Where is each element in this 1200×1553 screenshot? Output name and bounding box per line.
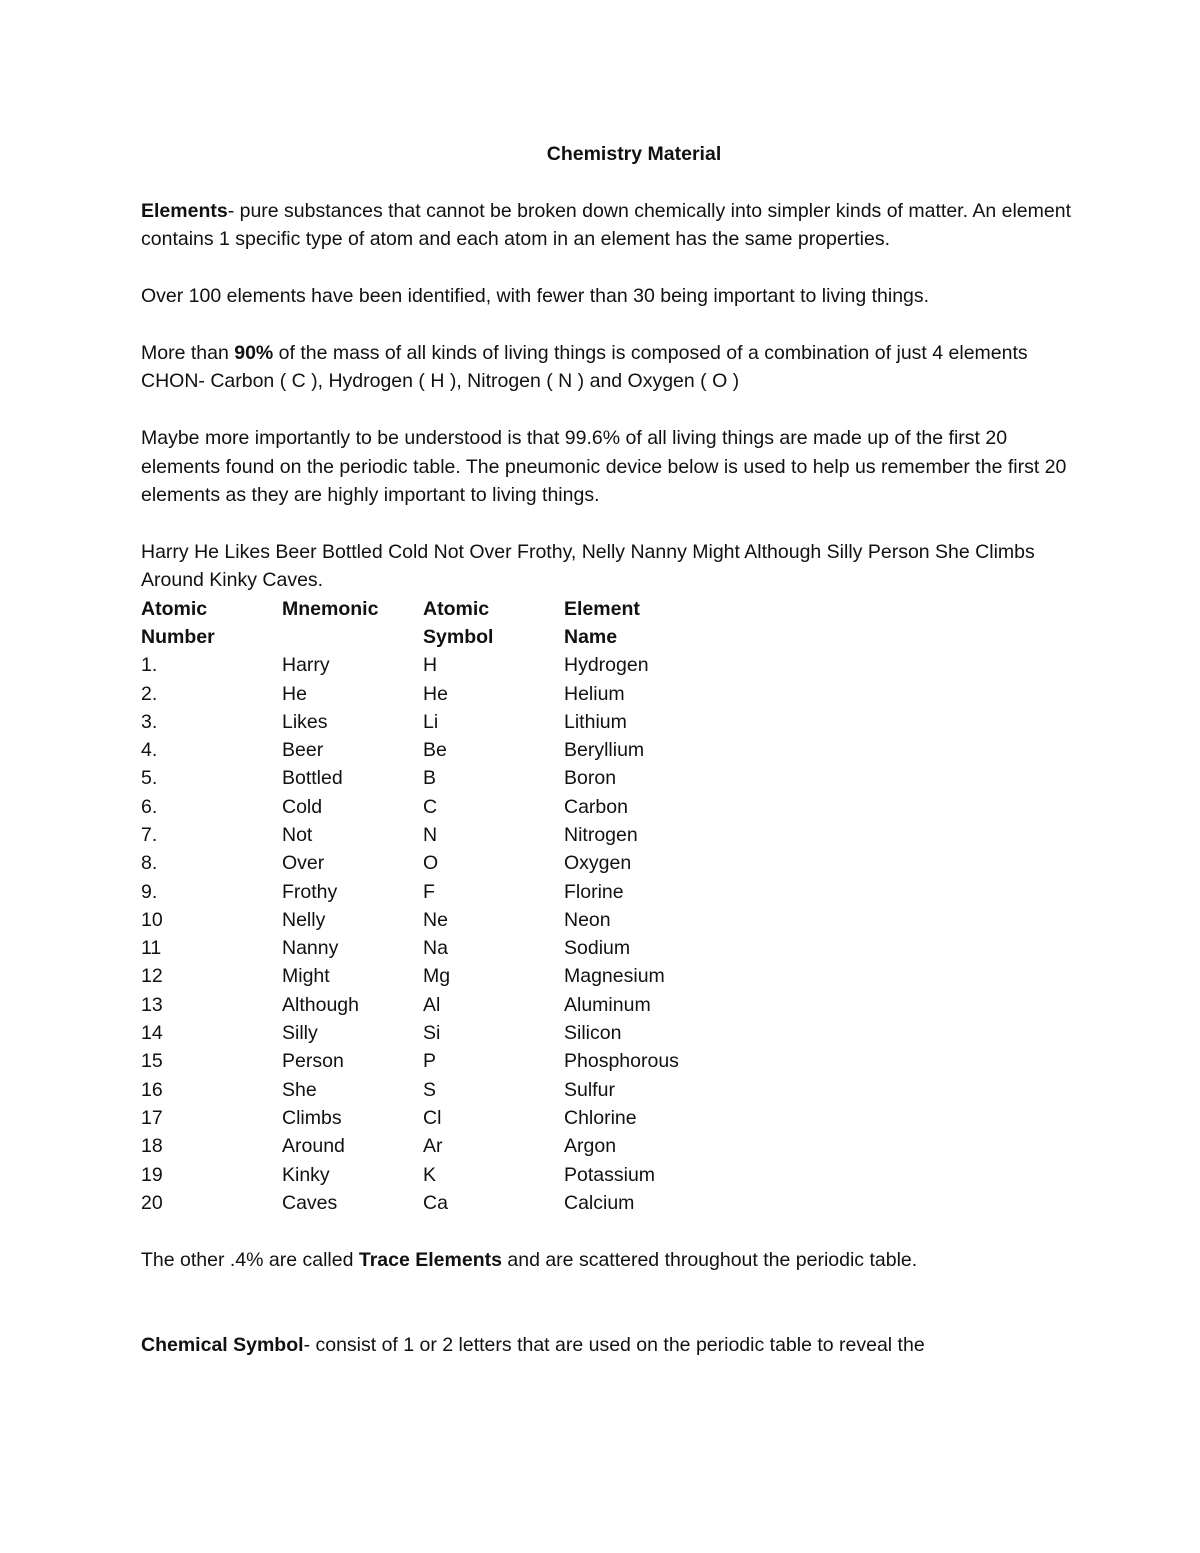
table-row xyxy=(141,1189,764,1217)
atomic-number-cell: 2. xyxy=(141,682,158,705)
mnemonic-word-cell: Harry xyxy=(282,654,330,677)
chon-percent: 90% xyxy=(234,342,274,364)
atomic-symbol-cell: Ar xyxy=(423,1135,443,1158)
element-name-cell: Hydrogen xyxy=(564,654,649,677)
atomic-number-cell: 10 xyxy=(141,908,163,931)
table-row xyxy=(141,764,764,792)
atomic-number-cell: 11 xyxy=(141,937,162,960)
table-row xyxy=(141,651,764,679)
atomic-number-cell: 13 xyxy=(141,993,163,1016)
table-row xyxy=(141,878,764,906)
mnemonic-word-cell: Person xyxy=(282,1050,344,1073)
mnemonic-word-cell: Likes xyxy=(282,710,328,733)
header-mnemonic: Mnemonic xyxy=(282,597,379,620)
atomic-symbol-cell: Li xyxy=(423,710,439,733)
atomic-symbol-cell: N xyxy=(423,824,438,846)
table-row xyxy=(141,906,764,934)
first-twenty-paragraph: Maybe more importantly to be understood is that 99.6% of all living things are made up of the first 20 elements found on the periodic table. The pneumonic device below is used to help us remember the first 20 elements as they are highly important to living things. xyxy=(141,427,1067,507)
header-atomic-symbol-line1: Atomic xyxy=(423,597,490,620)
atomic-symbol-cell: Mg xyxy=(423,965,451,988)
header-atomic-symbol-line2: Symbol xyxy=(423,625,494,648)
table-row xyxy=(141,680,764,708)
mnemonic-word-cell: Climbs xyxy=(282,1106,342,1129)
table-row xyxy=(141,1161,764,1189)
element-name-cell: Sodium xyxy=(564,937,631,960)
element-name-cell: Phosphorous xyxy=(564,1050,679,1073)
table-row xyxy=(141,1076,764,1104)
elements-term: Elements xyxy=(141,200,228,222)
mnemonic-word-cell: Cold xyxy=(282,795,323,818)
mnemonic-word-cell: Kinky xyxy=(282,1163,330,1186)
atomic-number-cell: 4. xyxy=(141,739,158,762)
mnemonic-word-cell: Might xyxy=(282,965,330,988)
header-atomic-number-line1: Atomic xyxy=(141,597,208,620)
atomic-symbol-cell: O xyxy=(423,852,439,875)
chemical-symbol-text: - consist of 1 or 2 letters that are used on the periodic table to reveal the xyxy=(303,1333,925,1356)
element-name-cell: Sulfur xyxy=(564,1078,615,1101)
element-name-cell: Oxygen xyxy=(564,852,632,875)
mnemonic-word-cell: Around xyxy=(282,1135,345,1158)
atomic-number-cell: 15 xyxy=(141,1050,163,1073)
element-name-cell: Aluminum xyxy=(564,993,651,1016)
element-name-cell: Calcium xyxy=(564,1191,635,1214)
atomic-symbol-cell: Ne xyxy=(423,908,448,931)
chon-text-before: More than xyxy=(141,342,235,364)
mnemonic-word-cell: Bottled xyxy=(282,767,343,790)
element-name-cell: Beryllium xyxy=(564,739,645,762)
element-name-cell: Argon xyxy=(564,1135,617,1158)
element-name-cell: Silicon xyxy=(564,1022,622,1045)
trace-elements-term: Trace Elements xyxy=(358,1248,502,1271)
header-element-name-line2: Name xyxy=(564,625,618,648)
atomic-number-cell: 5. xyxy=(141,767,158,790)
mnemonic-sentence: Harry He Likes Beer Bottled Cold Not Over Frothy, Nelly Nanny Might Although Silly Person She Climbs Around Kinky Caves. xyxy=(141,540,1035,592)
mnemonic-word-cell: Not xyxy=(282,824,313,846)
atomic-number-cell: 16 xyxy=(141,1078,163,1101)
elements-table xyxy=(141,595,764,1218)
element-name-cell: Helium xyxy=(564,682,625,705)
atomic-number-cell: 1. xyxy=(141,654,158,677)
mnemonic-word-cell: Beer xyxy=(282,739,324,762)
element-name-cell: Magnesium xyxy=(564,965,665,988)
atomic-number-cell: 17 xyxy=(141,1106,163,1129)
trace-text-after: and are scattered throughout the periodic table. xyxy=(501,1248,918,1271)
atomic-symbol-cell: Al xyxy=(423,993,441,1016)
table-row xyxy=(141,1047,764,1075)
atomic-symbol-cell: S xyxy=(423,1078,437,1101)
mnemonic-word-cell: Although xyxy=(282,993,359,1016)
element-name-cell: Lithium xyxy=(564,710,627,733)
atomic-symbol-cell: Si xyxy=(423,1022,441,1045)
table-row xyxy=(141,821,764,849)
atomic-number-cell: 3. xyxy=(141,710,158,733)
elements-definition xyxy=(141,197,1071,254)
header-atomic-number-line2: Number xyxy=(141,625,215,648)
atomic-symbol-cell: P xyxy=(423,1050,437,1073)
atomic-symbol-cell: H xyxy=(423,654,438,677)
atomic-number-cell: 7. xyxy=(141,824,158,846)
table-row xyxy=(141,991,764,1019)
trace-elements-paragraph xyxy=(141,1246,1071,1274)
atomic-number-cell: 8. xyxy=(141,852,158,875)
element-name-cell: Neon xyxy=(564,908,611,931)
chemical-symbol-term: Chemical Symbol xyxy=(141,1333,304,1356)
atomic-number-cell: 18 xyxy=(141,1135,163,1158)
trace-text-before: The other .4% are called xyxy=(141,1248,359,1271)
mnemonic-word-cell: Nanny xyxy=(282,937,339,960)
table-header-row-1 xyxy=(141,595,764,623)
header-mnemonic-line2 xyxy=(282,623,423,651)
atomic-number-cell: 12 xyxy=(141,965,163,988)
atomic-symbol-cell: K xyxy=(423,1163,437,1186)
atomic-symbol-cell: Ca xyxy=(423,1191,448,1214)
table-row xyxy=(141,736,764,764)
mnemonic-word-cell: Frothy xyxy=(282,880,338,903)
elements-text: - pure substances that cannot be broken down chemically into simpler kinds of matter. An element contains 1 specific type of atom and each atom in an element has the same properties. xyxy=(141,200,1071,251)
mnemonic-word-cell: She xyxy=(282,1078,317,1101)
atomic-symbol-cell: Be xyxy=(423,739,447,762)
table-row xyxy=(141,1132,764,1160)
element-name-cell: Chlorine xyxy=(564,1106,637,1129)
atomic-number-cell: 20 xyxy=(141,1191,163,1214)
header-element-name-line1: Element xyxy=(564,597,640,620)
mnemonic-word-cell: Nelly xyxy=(282,908,326,931)
table-row xyxy=(141,793,764,821)
element-name-cell: Potassium xyxy=(564,1163,656,1186)
chon-paragraph xyxy=(141,339,1071,396)
atomic-symbol-cell: B xyxy=(423,767,437,790)
element-name-cell: Florine xyxy=(564,880,624,903)
atomic-number-cell: 19 xyxy=(141,1163,163,1186)
elements-count-paragraph: Over 100 elements have been identified, with fewer than 30 being important to living things. xyxy=(141,285,930,308)
atomic-number-cell: 14 xyxy=(141,1022,163,1045)
table-row xyxy=(141,962,764,990)
atomic-symbol-cell: He xyxy=(423,682,448,705)
mnemonic-word-cell: He xyxy=(282,682,307,705)
atomic-symbol-cell: Na xyxy=(423,937,448,960)
table-row xyxy=(141,849,764,877)
document-page xyxy=(141,140,1071,1359)
element-name-cell: Boron xyxy=(564,767,617,790)
mnemonic-word-cell: Caves xyxy=(282,1191,338,1214)
table-row xyxy=(141,1019,764,1047)
atomic-number-cell: 9. xyxy=(141,880,158,903)
mnemonic-word-cell: Over xyxy=(282,852,325,875)
table-header-row-2 xyxy=(141,623,764,651)
table-body xyxy=(141,651,764,1217)
table-row xyxy=(141,934,764,962)
atomic-number-cell: 6. xyxy=(141,795,158,818)
table-row xyxy=(141,708,764,736)
table-row xyxy=(141,1104,764,1132)
mnemonic-word-cell: Silly xyxy=(282,1022,318,1045)
chon-text-after: of the mass of all kinds of living things is composed of a combination of just 4 elements CHON- Carbon ( C ), Hydrogen ( H ), Nitrogen ( N ) and Oxygen ( O ) xyxy=(141,342,1028,393)
atomic-symbol-cell: F xyxy=(423,880,435,903)
atomic-symbol-cell: Cl xyxy=(423,1106,442,1129)
chemical-symbol-definition xyxy=(141,1331,1071,1359)
element-name-cell: Carbon xyxy=(564,795,628,818)
element-name-cell: Nitrogen xyxy=(564,824,638,846)
atomic-symbol-cell: C xyxy=(423,795,438,818)
document-title: Chemistry Material xyxy=(546,143,722,165)
